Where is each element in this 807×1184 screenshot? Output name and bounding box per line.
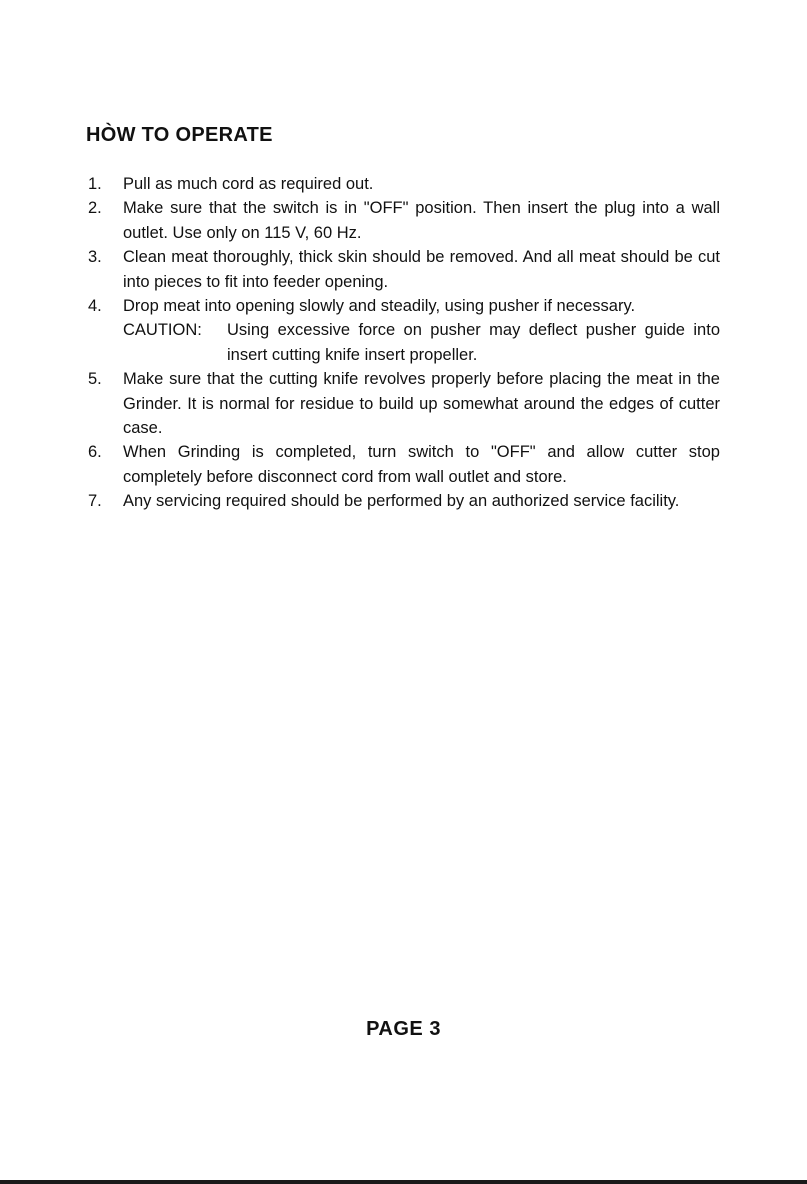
- step-text: When Grinding is completed, turn switch to "OFF" and allow cutter stop completely before disconnect cord from wall outlet and store.: [123, 443, 720, 486]
- caution-text: Using excessive force on pusher may deflect pusher guide into insert cutting knife insert propeller.: [227, 321, 720, 364]
- instruction-list: [88, 172, 720, 514]
- page-number: PAGE 3: [366, 1018, 441, 1040]
- step-text: Make sure that the switch is in "OFF" position. Then insert the plug into a wall outlet. Use only on 115 V, 60 Hz.: [123, 199, 720, 242]
- instruction-step: [88, 294, 720, 367]
- step-text: Pull as much cord as required out.: [123, 175, 374, 193]
- page-heading: HÒW TO OPERATE: [86, 124, 273, 146]
- step-text: Make sure that the cutting knife revolves properly before placing the meat in the Grinder. It is normal for residue to build up somewhat around the edges of cutter case.: [123, 370, 720, 438]
- step-text: Clean meat thoroughly, thick skin should be removed. And all meat should be cut into pieces to fit into feeder opening.: [123, 248, 720, 291]
- step-text: Any servicing required should be performed by an authorized service facility.: [123, 492, 680, 511]
- instruction-step: [88, 245, 720, 294]
- caution-note: [123, 318, 720, 367]
- step-number: 2.: [88, 199, 102, 218]
- step-number: 4.: [88, 297, 102, 316]
- page-bottom-edge: [0, 1180, 807, 1184]
- instruction-step: [88, 196, 720, 245]
- step-number: 3.: [88, 248, 102, 267]
- instruction-step: [88, 367, 720, 440]
- step-number: 6.: [88, 443, 102, 462]
- instruction-step: [88, 440, 720, 489]
- step-number: 5.: [88, 370, 102, 389]
- instruction-step: [88, 489, 720, 513]
- instruction-step: [88, 172, 720, 196]
- step-text: Drop meat into opening slowly and steadily, using pusher if necessary.: [123, 297, 636, 316]
- caution-label: CAUTION:: [123, 321, 202, 340]
- step-number: 7.: [88, 492, 102, 511]
- step-number: 1.: [88, 175, 102, 193]
